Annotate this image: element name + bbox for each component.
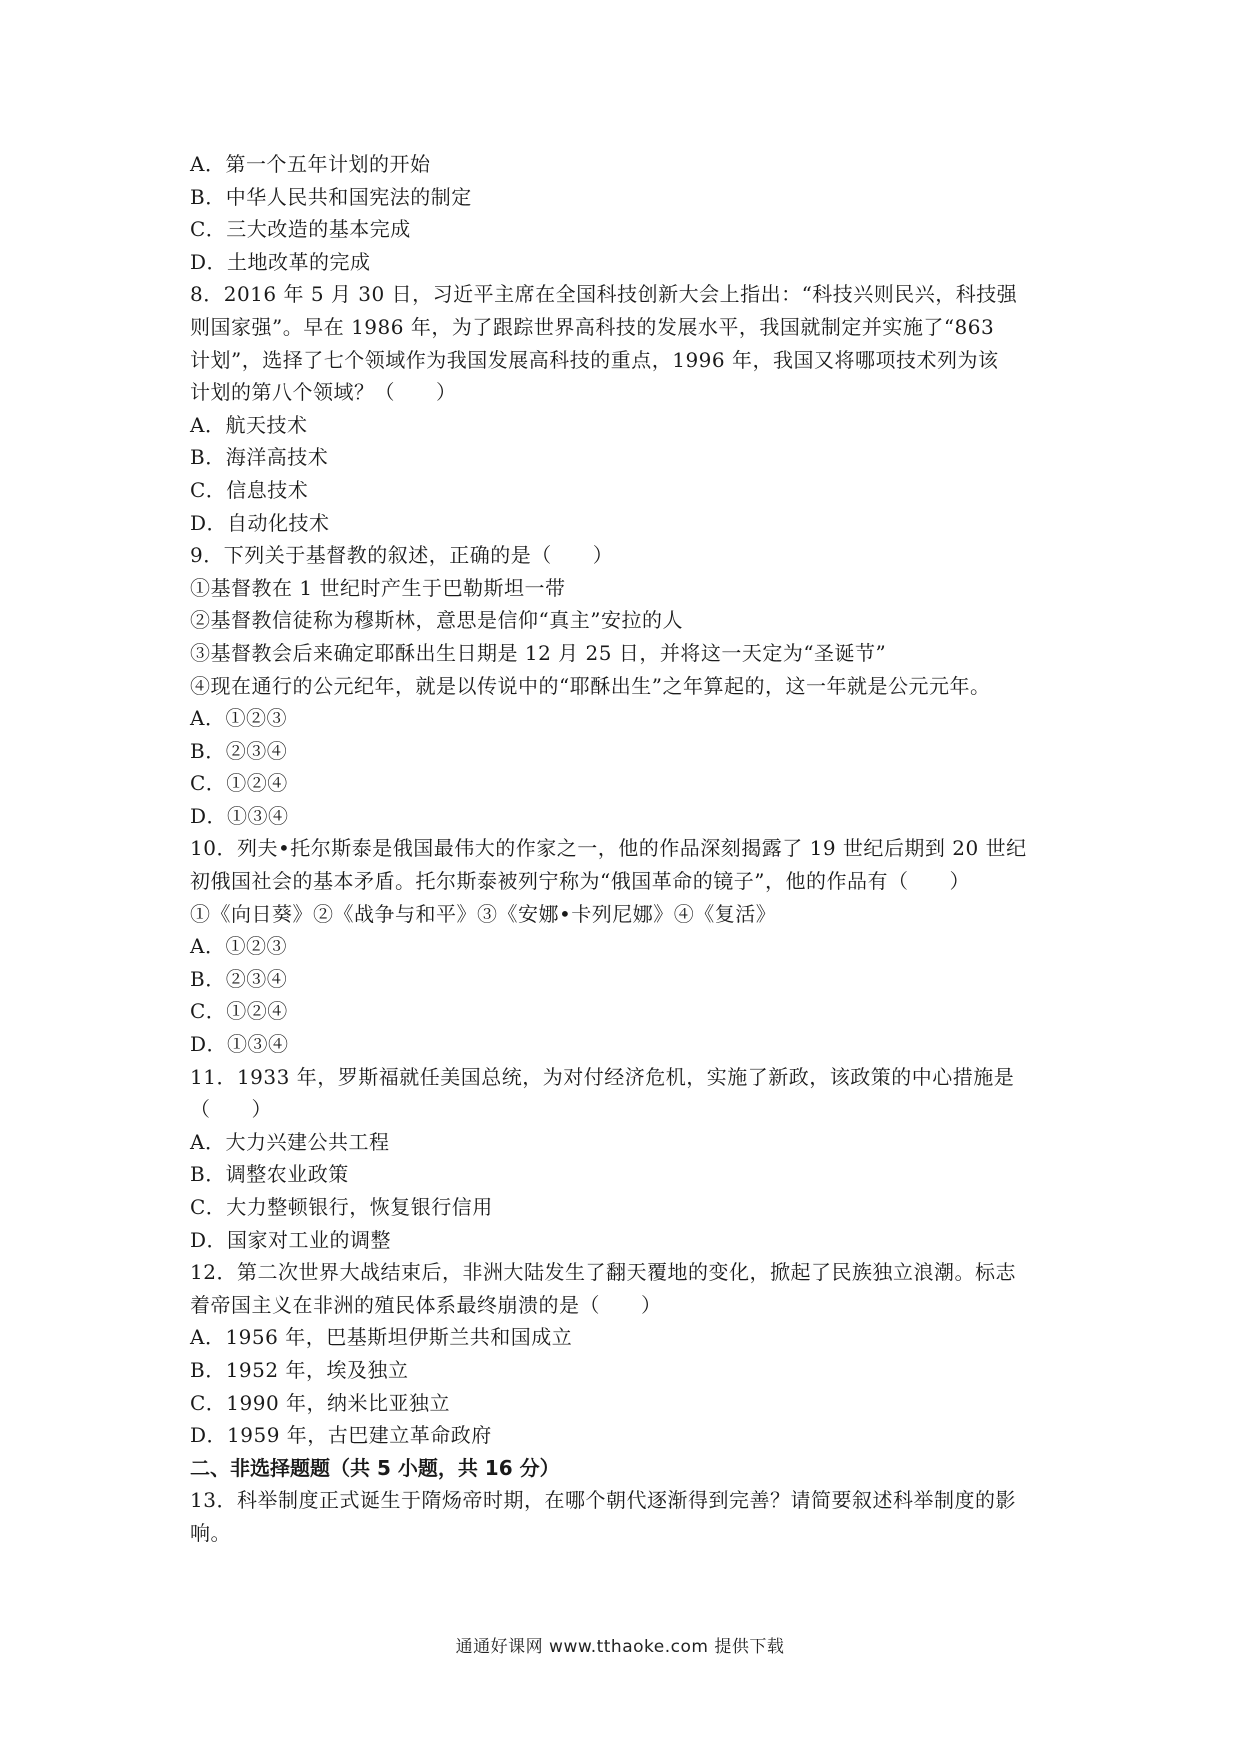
statement-2: ②基督教信徒称为穆斯林，意思是信仰“真主”安拉的人 <box>190 608 683 633</box>
statement-1: ①基督教在 1 世纪时产生于巴勒斯坦一带 <box>190 575 566 600</box>
option-a: A．①②③ <box>190 934 287 959</box>
option-a: A．航天技术 <box>190 412 308 437</box>
question-stem-line: 13．科举制度正式诞生于隋炀帝时期，在哪个朝代逐渐得到完善？请简要叙述科举制度的影 <box>190 1488 1016 1513</box>
option-d: D．土地改革的完成 <box>190 249 371 274</box>
question-stem-line: 10．列夫•托尔斯泰是俄国最伟大的作家之一，他的作品深刻揭露了 19 世纪后期到 20 世纪 <box>190 836 1027 861</box>
option-b: B．调整农业政策 <box>190 1162 349 1187</box>
option-a: A．①②③ <box>190 706 287 731</box>
question-stem-line: 9．下列关于基督教的叙述，正确的是（ ） <box>190 543 614 568</box>
option-c: C．三大改造的基本完成 <box>190 217 411 242</box>
option-c: C．信息技术 <box>190 477 309 502</box>
question-stem-line: 响。 <box>190 1520 231 1545</box>
option-a: A．第一个五年计划的开始 <box>190 152 431 176</box>
question-11 <box>190 1061 1070 1257</box>
option-b: B．②③④ <box>190 738 288 763</box>
option-d: D．国家对工业的调整 <box>190 1227 392 1252</box>
question-10 <box>190 832 1070 1060</box>
option-d: D．自动化技术 <box>190 510 330 535</box>
question-stem-line: 计划的第八个领域？（ ） <box>190 380 457 405</box>
statement-3: ③基督教会后来确定耶酥出生日期是 12 月 25 日，并将这一天定为“圣诞节” <box>190 640 887 665</box>
question-stem-line: 12．第二次世界大战结束后，非洲大陆发生了翻天覆地的变化，掀起了民族独立浪潮。标志 <box>190 1260 1016 1285</box>
works-list: ①《向日葵》②《战争与和平》③《安娜•卡列尼娜》④《复活》 <box>190 901 777 926</box>
option-c: C．①②④ <box>190 999 288 1024</box>
page-footer: 通通好课网 www.tthaoke.com 提供下载 <box>455 1637 785 1657</box>
option-b: B．海洋高技术 <box>190 445 329 470</box>
option-c: C．大力整顿银行，恢复银行信用 <box>190 1195 493 1219</box>
question-stem-line: （ ） <box>190 1097 272 1122</box>
option-b: B．1952 年，埃及独立 <box>190 1357 409 1382</box>
section-heading: 二、非选择题题（共 5 小题，共 16 分） <box>190 1455 560 1480</box>
option-b: B．中华人民共和国宪法的制定 <box>190 184 472 209</box>
option-a: A．大力兴建公共工程 <box>190 1129 390 1154</box>
question-stem-line: 11．1933 年，罗斯福就任美国总统，为对付经济危机，实施了新政，该政策的中心措施是 <box>190 1064 1015 1089</box>
question-stem-line: 8．2016 年 5 月 30 日，习近平主席在全国科技创新大会上指出：“科技兴则民兴，科技强 <box>190 282 1018 307</box>
question-stem-line: 着帝国主义在非洲的殖民体系最终崩溃的是（ ） <box>190 1292 662 1317</box>
question-stem-line: 初俄国社会的基本矛盾。托尔斯泰被列宁称为“俄国革命的镜子”，他的作品有（ ） <box>190 869 970 894</box>
exam-page-content <box>190 148 1070 1550</box>
option-d: D．①③④ <box>190 1032 289 1057</box>
question-8 <box>190 278 1070 539</box>
option-b: B．②③④ <box>190 966 288 991</box>
question-12 <box>190 1256 1070 1452</box>
question-7-options <box>190 148 1070 278</box>
option-d: D．1959 年，古巴建立革命政府 <box>190 1423 492 1448</box>
question-stem-line: 则国家强”。早在 1986 年，为了跟踪世界高科技的发展水平，我国就制定并实施了“863 <box>190 314 995 339</box>
option-c: C．①②④ <box>190 771 288 796</box>
question-stem-line: 计划”，选择了七个领域作为我国发展高科技的重点，1996 年，我国又将哪项技术列为该 <box>190 347 999 372</box>
option-c: C．1990 年，纳米比亚独立 <box>190 1390 451 1415</box>
option-a: A．1956 年，巴基斯坦伊斯兰共和国成立 <box>190 1325 573 1350</box>
question-13 <box>190 1484 1070 1549</box>
question-9 <box>190 539 1070 832</box>
statement-4: ④现在通行的公元纪年，就是以传说中的“耶酥出生”之年算起的，这一年就是公元元年。 <box>190 673 991 698</box>
option-d: D．①③④ <box>190 803 289 828</box>
